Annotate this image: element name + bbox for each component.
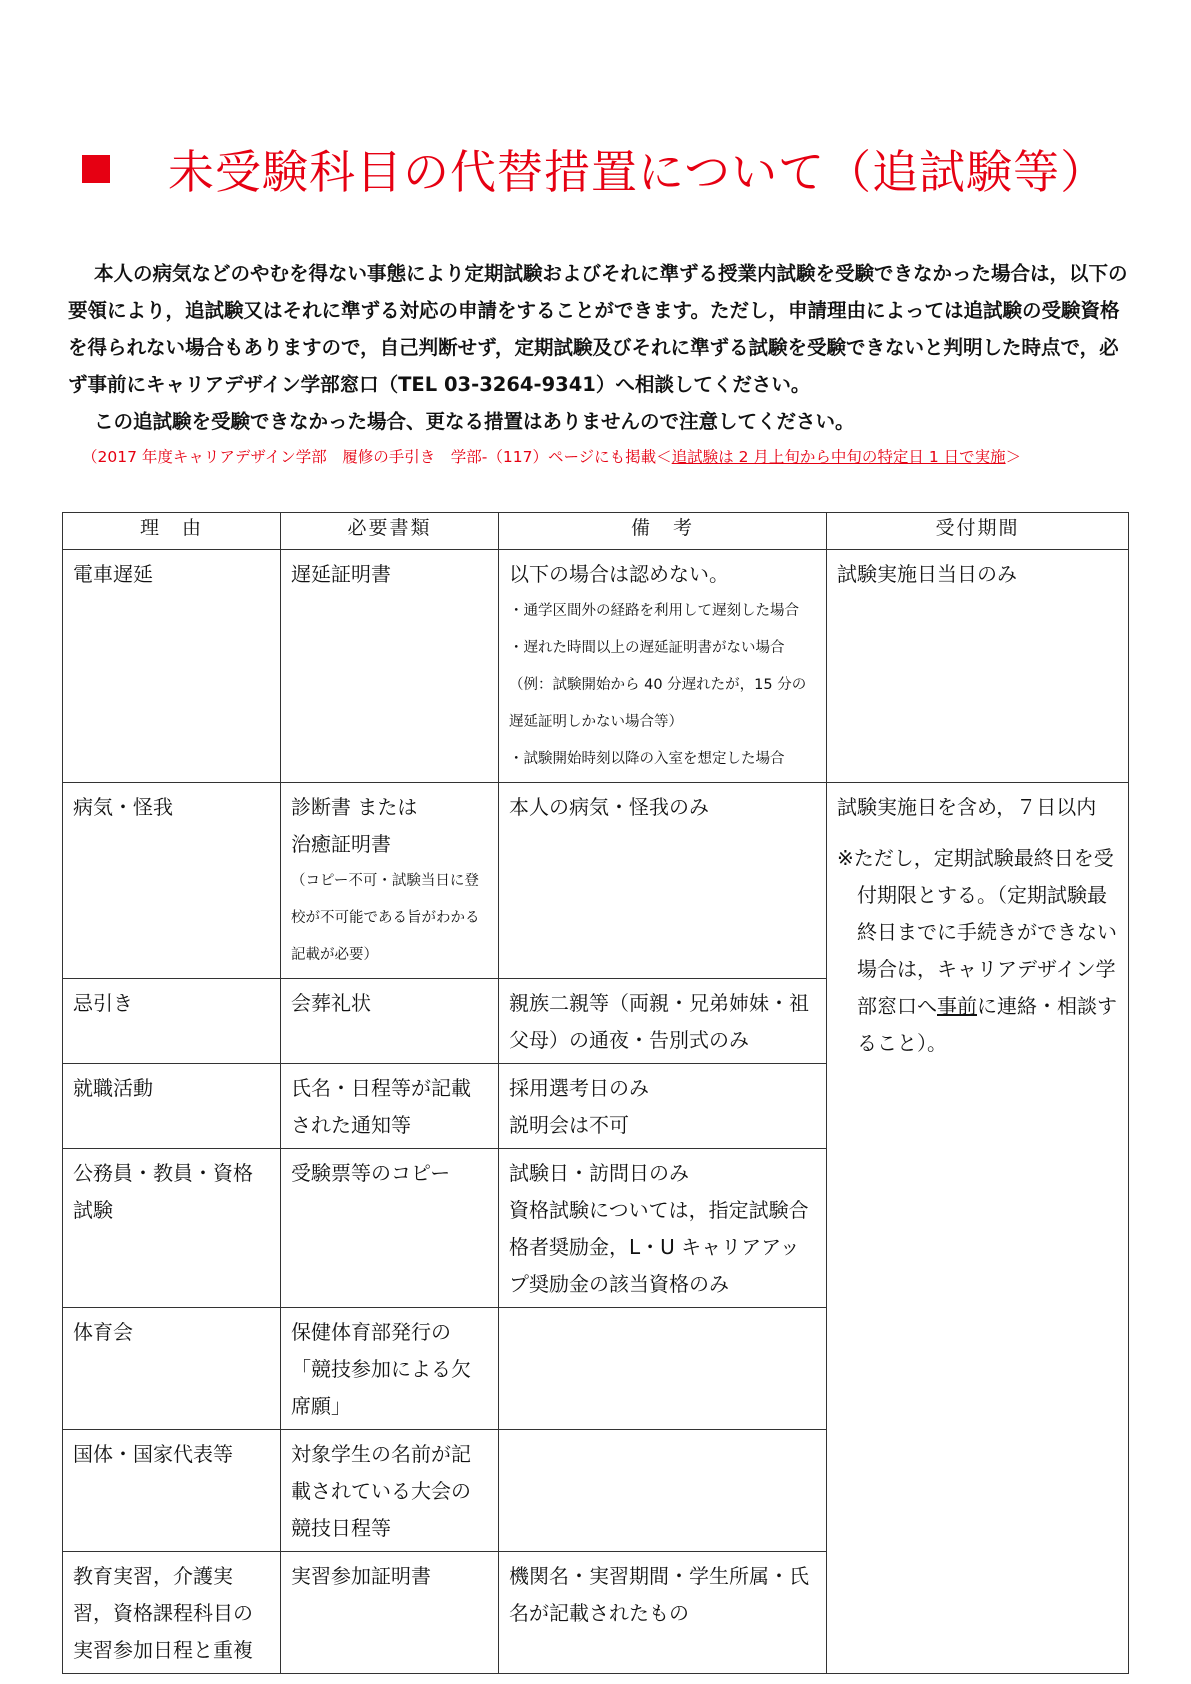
makeup-exam-table <box>62 512 1129 1674</box>
documents-cell: 氏名・日程等が記載された通知等 <box>281 1064 499 1149</box>
documents-cell: 会葬礼状 <box>281 979 499 1064</box>
intro-text <box>68 255 1128 440</box>
documents-text: 診断書 または <box>291 795 418 819</box>
remarks-cell: 本人の病気・怪我のみ <box>499 783 827 979</box>
page-title <box>82 138 1122 200</box>
note-suffix: ＞ <box>1005 448 1022 466</box>
remarks-text: 採用選考日のみ <box>509 1076 649 1100</box>
documents-cell <box>281 783 499 979</box>
title-text: 未受験科目の代替措置について（追試験等） <box>168 145 1108 199</box>
intro-paragraph-2: この追試験を受験できなかった場合、更なる措置はありませんので注意してください。 <box>94 410 855 433</box>
remarks-cell <box>499 1064 827 1149</box>
documents-text: 治癒証明書 <box>291 832 391 856</box>
header-documents: 必要書類 <box>281 513 499 550</box>
documents-cell: 受験票等のコピー <box>281 1149 499 1308</box>
remarks-detail: ・試験開始時刻以降の入室を想定した場合 <box>509 751 785 767</box>
remarks-text: 以下の場合は認めない。 <box>509 562 729 586</box>
note-exam-date: 追試験は 2 月上旬から中旬の特定日 1 日で実施 <box>671 448 1006 466</box>
documents-detail: 校が不可能である旨がわかる <box>291 910 480 926</box>
period-cell: 試験実施日当日のみ <box>827 550 1129 783</box>
reason-cell: 病気・怪我 <box>63 783 281 979</box>
reason-cell: 公務員・教員・資格試験 <box>63 1149 281 1308</box>
note-prefix: （2017 年度キャリアデザイン学部 履修の手引き 学部-（117）ページにも掲載＜ <box>82 448 672 466</box>
reason-cell: 国体・国家代表等 <box>63 1430 281 1552</box>
period-cell <box>827 783 1129 1674</box>
remarks-cell: 機関名・実習期間・学生所属・氏名が記載されたもの <box>499 1552 827 1674</box>
remarks-cell <box>499 1430 827 1552</box>
remarks-detail: （例：試験開始から 40 分遅れたが，15 分の <box>509 677 807 693</box>
period-note-emphasis: 事前 <box>937 994 977 1018</box>
remarks-cell: 親族二親等（両親・兄弟姉妹・祖父母）の通夜・告別式のみ <box>499 979 827 1064</box>
documents-detail: （コピー不可・試験当日に登 <box>291 873 479 889</box>
red-square-icon <box>82 155 110 183</box>
period-text: 試験実施日を含め，７日以内 <box>837 795 1097 819</box>
table-row <box>63 550 1129 783</box>
reason-cell: 就職活動 <box>63 1064 281 1149</box>
remarks-cell <box>499 550 827 783</box>
header-remarks: 備 考 <box>499 513 827 550</box>
documents-cell: 実習参加証明書 <box>281 1552 499 1674</box>
remarks-text: 試験日・訪問日のみ <box>509 1161 689 1185</box>
remarks-detail: ・通学区間外の経路を利用して遅刻した場合 <box>509 603 799 619</box>
intro-paragraph-1: 本人の病気などのやむを得ない事態により定期試験およびそれに準ずる授業内試験を受験できなかった場合は，以下の要領により，追試験又はそれに準ずる対応の申請をすることができます。ただし，申請理由によっては追試験の受験資格を得られない場合もありますので，自己判断せず，定期試験及びそれに準ずる試験を受験できないと判明した時点で，必ず事前にキャリアデザイン学部窓口（TEL 03-3264-9341）へ相談してください。 <box>68 262 1128 396</box>
remarks-cell <box>499 1149 827 1308</box>
reason-cell: 電車遅延 <box>63 550 281 783</box>
documents-cell: 保健体育部発行の「競技参加による欠席願」 <box>281 1308 499 1430</box>
documents-cell: 遅延証明書 <box>281 550 499 783</box>
documents-detail: 記載が必要） <box>291 947 378 963</box>
remarks-text: 資格試験については，指定試験合格者奨励金，L・U キャリアアップ奨励金の該当資格のみ <box>509 1198 809 1296</box>
header-reason: 理 由 <box>63 513 281 550</box>
table-row <box>63 783 1129 979</box>
remarks-detail: 遅延証明しかない場合等） <box>509 714 683 730</box>
reason-cell: 忌引き <box>63 979 281 1064</box>
remarks-detail: ・遅れた時間以上の遅延証明書がない場合 <box>509 640 785 656</box>
remarks-text: 説明会は不可 <box>509 1113 629 1137</box>
documents-cell: 対象学生の名前が記載されている大会の競技日程等 <box>281 1430 499 1552</box>
handbook-note <box>82 445 1142 467</box>
reason-cell: 教育実習，介護実習，資格課程科目の実習参加日程と重複 <box>63 1552 281 1674</box>
header-period: 受付期間 <box>827 513 1129 550</box>
period-note: ※ただし，定期試験最終日を受付期限とする。（定期試験最終日までに手続きができない場合は，キャリアデザイン学部窓口へ事前に連絡・相談すること）。 <box>837 846 1117 1055</box>
remarks-cell <box>499 1308 827 1430</box>
table-header-row <box>63 513 1129 550</box>
reason-cell: 体育会 <box>63 1308 281 1430</box>
